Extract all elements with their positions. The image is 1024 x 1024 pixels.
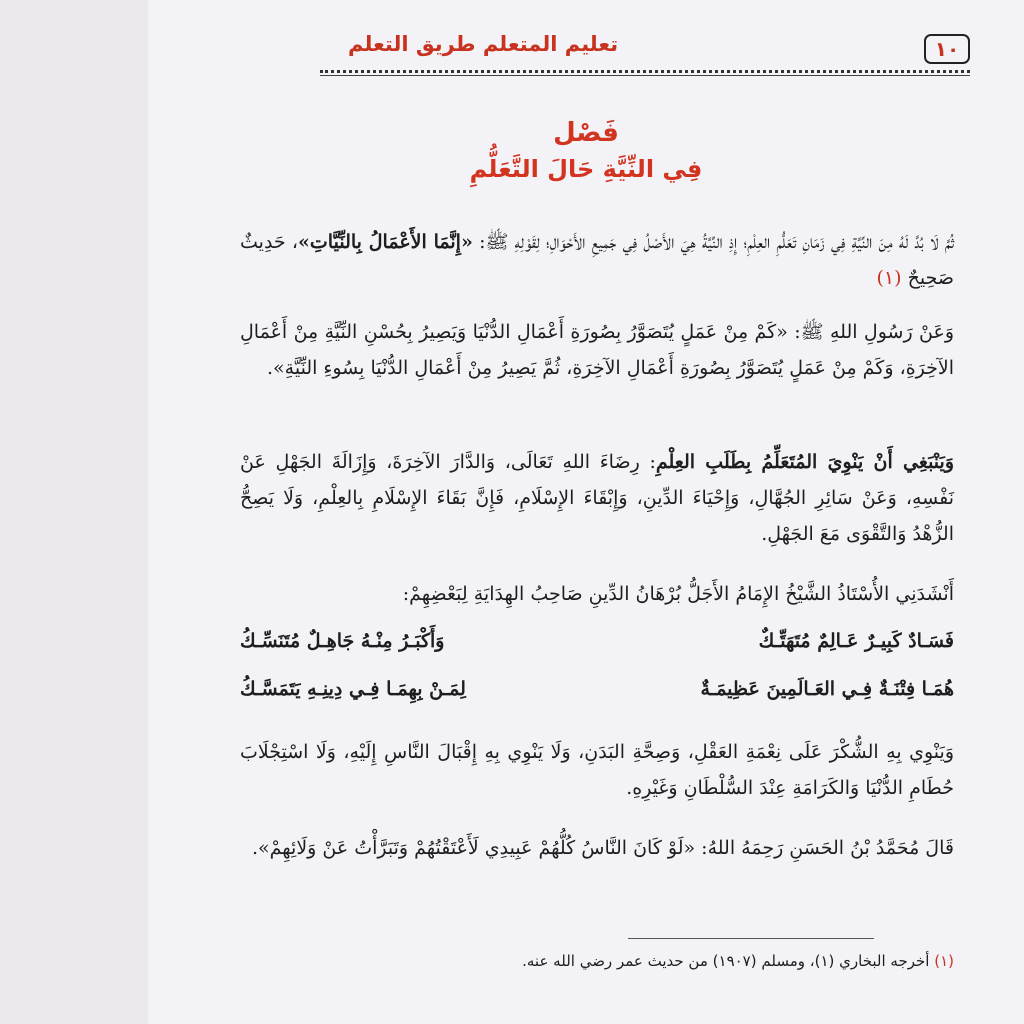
footnote-text: أخرجه البخاري (١)، ومسلم (١٩٠٧) من حديث عمر رضي الله عنه. [522, 952, 930, 970]
footnote-separator [628, 938, 874, 939]
page-header [320, 30, 970, 76]
paragraph-1 [240, 224, 954, 296]
chapter-heading: فَصْل [553, 118, 619, 148]
verse-2-second-hemistich: لِمَـنْ بِهِمَـا فِـي دِينِـهِ يَتَمَسَّـكُ [240, 678, 466, 700]
verse-1-first-hemistich: فَسَـادٌ كَبِيـرٌ عَـالِمٌ مُتَهَتِّـكٌ [758, 630, 954, 652]
paragraph-2: وَعَنْ رَسُولِ اللهِ ﷺ: «كَمْ مِنْ عَمَلٍ يُتَصَوَّرُ بِصُورَةِ أَعْمَالِ الدُّنْيَا وَيَصِيرُ بِحُسْنِ النِّيَّةِ مِنْ أَعْمَالِ الآخِرَةِ، وَكَمْ مِنْ عَمَلٍ يُتَصَوَّرُ بِصُورَةِ أَعْمَالِ الآخِرَةِ، ثُمَّ يَصِيرُ مِنْ أَعْمَالِ الدُّنْيَا بِسُوءِ النِّيَّةِ». [240, 321, 954, 379]
paragraph-5: وَيَنْوِي بِهِ الشُّكْرَ عَلَى نِعْمَةِ العَقْلِ، وَصِحَّةِ البَدَنِ، وَلَا يَنْوِي بِهِ إِقْبَالَ النَّاسِ إِلَيْهِ، وَلَا اسْتِجْلَابَ حُطَامِ الدُّنْيَا وَالكَرَامَةِ عِنْدَ السُّلْطَانِ وَغَيْرِهِ. [240, 741, 954, 799]
paragraph-3 [240, 444, 954, 552]
paragraph-1-text: ثُمَّ لَا بُدَّ لَهُ مِنَ النِّيَّةِ فِي زَمَانِ تَعَلُّمِ العِلْمِ؛ إِذِ النِّيَّةُ هِيَ الأَصْلُ فِي جَمِيعِ الأَحْوَالِ؛ لِقَوْلِهِ ﷺ: [472, 231, 954, 253]
verse-line-2 [240, 678, 954, 700]
paragraph-4: أَنْشَدَنِي الأُسْتَاذُ الشَّيْخُ الإِمَامُ الأَجَلُّ بُرْهَانُ الدِّينِ صَاحِبُ الهِدَايَةِ لِبَعْضِهِمْ: [402, 583, 954, 605]
verse-1-second-hemistich: وَأَكْبَـرُ مِنْـهُ جَاهِـلٌ مُتَنَسِّـكُ [240, 630, 445, 652]
footnote [240, 952, 954, 970]
book-title: تعليم المتعلم طريق التعلم [348, 32, 619, 56]
chapter-subheading: فِي النِّيَّةِ حَالَ التَّعَلُّمِ [469, 155, 703, 183]
paragraph-3-lead: وَيَنْبَغِي أَنْ يَنْوِيَ المُتَعَلِّمُ بِطَلَبِ العِلْمِ [655, 451, 954, 473]
header-dotted-rule [320, 70, 970, 73]
paragraph-3-text: : رِضَاءَ اللهِ تَعَالَى، وَالدَّارَ الآخِرَةَ، وَإِزَالَةَ الجَهْلِ عَنْ نَفْسِهِ، وَعَنْ سَائِرِ الجُهَّالِ، وَإِحْيَاءَ الدِّينِ، وَإِبْقَاءَ الإِسْلَامِ، فَإِنَّ بَقَاءَ الإِسْلَامِ بِالعِلْمِ، وَلَا يَصِحُّ الزُّهْدُ وَالتَّقْوَى مَعَ الجَهْلِ. [240, 451, 954, 545]
hadith-grade: ، حَدِيثٌ صَحِيحٌ [240, 231, 954, 289]
header-rule [320, 75, 970, 76]
book-page [148, 0, 1024, 1024]
page-number: ١٠ [924, 34, 970, 64]
verse-2-first-hemistich: هُمَـا فِتْنَـةٌ فِـي العَـالَمِينَ عَظِيمَـةٌ [700, 678, 954, 700]
hadith-quote: «إِنَّمَا الأَعْمَالُ بِالنِّيَّاتِ» [298, 231, 473, 253]
footnote-marker[interactable]: (١) [876, 267, 902, 289]
footnote-number: (١) [934, 952, 954, 970]
verse-line-1 [240, 630, 954, 652]
paragraph-6: قَالَ مُحَمَّدُ بْنُ الحَسَنِ رَحِمَهُ اللهُ: «لَوْ كَانَ النَّاسُ كُلُّهُمْ عَبِيدِي لَأَعْتَقْتُهُمْ وَتَبَرَّأْتُ عَنْ وَلَائِهِمْ». [251, 837, 954, 859]
